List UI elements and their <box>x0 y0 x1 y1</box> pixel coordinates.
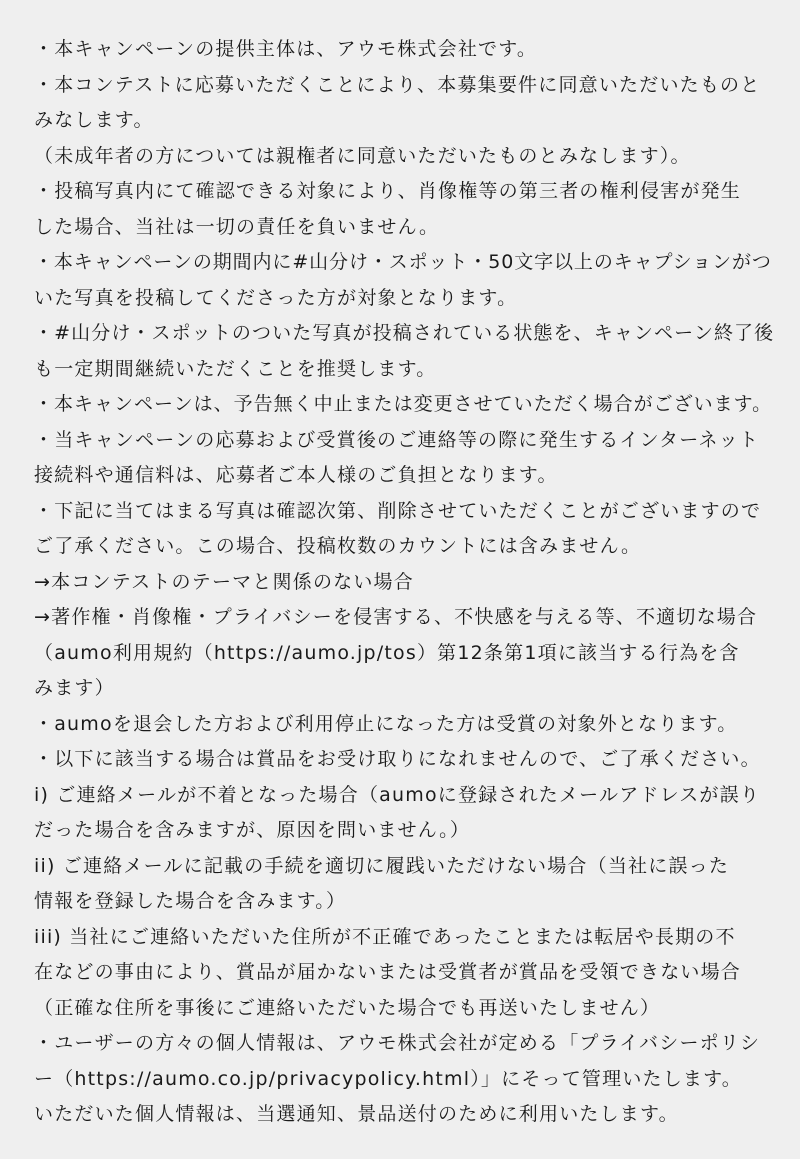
terms-line: ・#山分け・スポットのついた写真が投稿されている状態を、キャンペーン終了後 <box>34 322 775 344</box>
terms-line: 在などの事由により、賞品が届かないまたは受賞者が賞品を受領できない場合 <box>34 961 742 983</box>
terms-line: ・当キャンペーンの応募および受賞後のご連絡等の際に発生するインターネット <box>34 428 760 451</box>
terms-line: i) ご連絡メールが不着となった場合（aumoに登録されたメールアドレスが誤り <box>34 783 761 806</box>
terms-line: →本コンテストのテーマと関係のない場合 <box>34 570 414 593</box>
terms-line: （未成年者の方については親権者に同意いただいたものとみなします）。 <box>34 144 691 167</box>
terms-line: ・下記に当てはまる写真は確認次第、削除させていただくことがございますので <box>34 499 762 522</box>
terms-line: 接続料や通信料は、応募者ご本人様のご負担となります。 <box>34 464 558 486</box>
terms-line: した場合、当社は一切の責任を負いません。 <box>34 215 440 238</box>
terms-line: みなします。 <box>34 109 154 131</box>
terms-line: ・本コンテストに応募いただくことにより、本募集要件に同意いただいたものと <box>34 73 761 96</box>
terms-line: みます） <box>34 677 115 699</box>
terms-line: ・以下に該当する場合は賞品をお受け取りになれませんので、ご了承ください。 <box>34 748 761 770</box>
terms-line: ご了承ください。この場合、投稿枚数のカウントには含みません。 <box>34 535 642 557</box>
terms-line: ・投稿写真内にて確認できる対象により、肖像権等の第三者の権利侵害が発生 <box>34 180 742 202</box>
terms-line: ii) ご連絡メールに記載の手続を適切に履践いただけない場合（当社に誤った <box>34 854 730 877</box>
terms-line: ー（https://aumo.co.jp/privacypolicy.html）」にそって管理いたします。 <box>34 1067 742 1090</box>
terms-line: →著作権・肖像権・プライバシーを侵害する、不快感を与える等、不適切な場合 <box>34 606 758 628</box>
terms-line: も一定期間継続いただくことを推奨します。 <box>34 357 437 380</box>
terms-line: ・aumoを退会した方および利用停止になった方は受賞の対象外となります。 <box>34 712 738 735</box>
terms-line: いただいた個人情報は、当選通知、景品送付のために利用いたします。 <box>34 1103 679 1125</box>
terms-line: だった場合を含みますが、原因を問いません。） <box>34 819 471 841</box>
terms-line: ・本キャンペーンは、予告無く中止または変更させていただく場合がございます。 <box>34 393 773 415</box>
terms-line: いた写真を投稿してくださった方が対象となります。 <box>34 286 518 309</box>
terms-line: iii) 当社にご連絡いただいた住所が不正確であったことまたは転居や長期の不 <box>34 925 736 948</box>
terms-line: （aumo利用規約（https://aumo.jp/tos）第12条第1項に該当する行為を含 <box>34 641 740 664</box>
terms-line: ・本キャンペーンの提供主体は、アウモ株式会社です。 <box>34 38 538 60</box>
terms-line: ・本キャンペーンの期間内に#山分け・スポット・50文字以上のキャプションがつ <box>34 251 772 273</box>
terms-line: （正確な住所を事後にご連絡いただいた場合でも再送いたしません） <box>34 996 661 1019</box>
terms-line: ・ユーザーの方々の個人情報は、アウモ株式会社が定める「プライバシーポリシ <box>34 1032 761 1054</box>
campaign-terms-text <box>34 32 774 1133</box>
terms-line: 情報を登録した場合を含みます。） <box>34 890 347 912</box>
